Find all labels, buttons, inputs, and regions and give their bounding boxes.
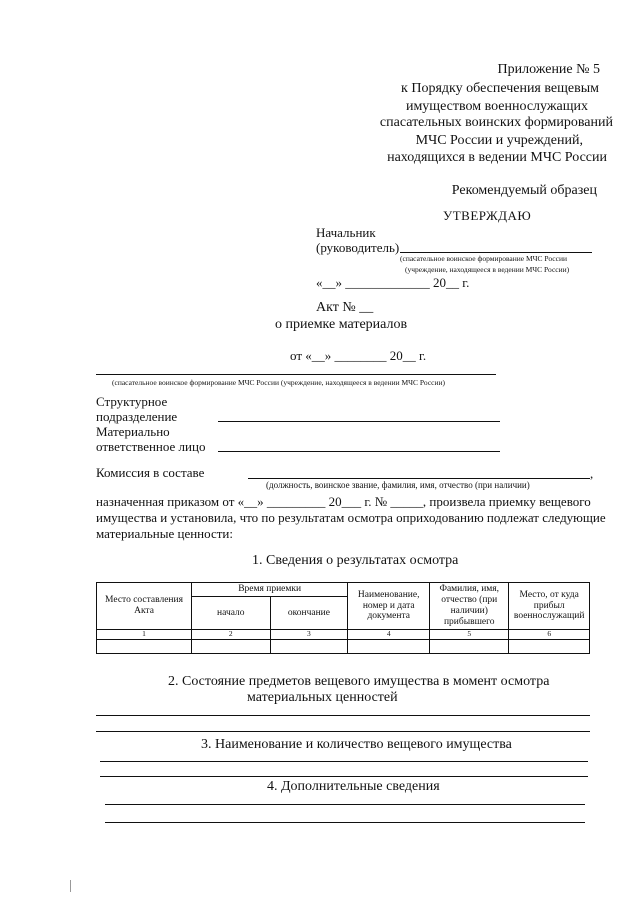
header-end: окончание <box>270 597 348 630</box>
header-place: Место составления Акта <box>97 583 192 630</box>
responsible-label-1: Материально <box>96 424 170 439</box>
approve-title: УТВЕРЖДАЮ <box>443 208 532 223</box>
commission-field-line <box>248 478 590 479</box>
section3-title: 3. Наименование и количество вещевого имущества <box>201 737 512 752</box>
approve-note-2: (учреждение, находящееся в ведении МЧС России) <box>405 265 570 274</box>
commission-caption: (должность, воинское звание, фамилия, имя, отчество (при наличии) <box>266 480 530 490</box>
approve-head: Начальник <box>316 225 376 240</box>
recommended-sample: Рекомендуемый образец <box>451 183 597 198</box>
section4-line-1 <box>105 804 585 805</box>
column-number: 5 <box>430 630 509 640</box>
column-number: 3 <box>270 630 348 640</box>
act-date: от «__» ________ 20__ г. <box>290 348 427 363</box>
header-document: Наименование, номер и дата документа <box>348 583 430 630</box>
section4-title: 4. Дополнительные сведения <box>267 779 440 794</box>
section3-line-2 <box>100 776 588 777</box>
table-cell <box>97 639 192 653</box>
results-table <box>96 582 590 654</box>
header-start: начало <box>192 597 271 630</box>
section3-line-1 <box>100 761 588 762</box>
appendix-line-6: находящихся в ведении МЧС России <box>387 150 607 165</box>
responsible-field-line <box>218 451 500 452</box>
table-row <box>97 639 590 653</box>
table-cell <box>192 639 271 653</box>
structural-label-2: подразделение <box>96 409 178 424</box>
appendix-line-4: спасательных воинских формирований <box>379 115 613 130</box>
body-line-2: имущества и установила, что по результатам осмотра оприходованию подлежат следующие <box>96 510 606 525</box>
structural-field-line <box>218 421 500 422</box>
section1-title: 1. Сведения о результатах осмотра <box>252 553 459 568</box>
section2-line-1 <box>96 715 590 716</box>
act-title: Акт № __ <box>316 300 374 315</box>
commission-comma: , <box>590 466 594 481</box>
section2-title-2: материальных ценностей <box>247 690 398 705</box>
column-number: 4 <box>348 630 430 640</box>
header-time: Время приемки <box>192 583 348 597</box>
responsible-label-2: ответственное лицо <box>96 439 206 454</box>
header-person: Фамилия, имя, отчество (при наличии) прибывшего <box>430 583 509 630</box>
org-caption: (спасательное воинское формирование МЧС России (учреждение, находящееся в ведении МЧС России) <box>112 378 446 387</box>
appendix-line-2: к Порядку обеспечения вещевым <box>401 81 599 96</box>
org-line <box>96 374 496 375</box>
header-from: Место, от куда прибыл военнослужащий <box>509 583 590 630</box>
appendix-line-1: Приложение № 5 <box>497 62 600 77</box>
approve-date: «__» _____________ 20__ г. <box>316 275 470 290</box>
act-subtitle: о приемке материалов <box>275 317 408 332</box>
table-cell <box>509 639 590 653</box>
approve-note-1: (спасательное воинское формирование МЧС России <box>400 254 567 263</box>
section2-line-2 <box>96 731 590 732</box>
commission-label: Комиссия в составе <box>96 465 205 480</box>
order-line: назначенная приказом от «__» _________ 20___ г. № _____, произвела приемку вещевого <box>96 494 591 509</box>
approve-org-line <box>400 252 592 253</box>
structural-label-1: Структурное <box>96 394 168 409</box>
table-cell <box>270 639 348 653</box>
approve-head2: (руководитель) <box>316 240 400 255</box>
table-cell <box>430 639 509 653</box>
column-number: 1 <box>97 630 192 640</box>
table-cell <box>348 639 430 653</box>
column-number: 6 <box>509 630 590 640</box>
appendix-line-5: МЧС России и учреждений, <box>415 133 583 148</box>
column-number: 2 <box>192 630 271 640</box>
section4-line-2 <box>105 822 585 823</box>
body-line-3: материальные ценности: <box>96 526 233 541</box>
appendix-line-3: имуществом военнослужащих <box>405 99 588 114</box>
section2-title-1: 2. Состояние предметов вещевого имущества в момент осмотра <box>168 674 550 689</box>
scan-mark <box>70 880 71 892</box>
